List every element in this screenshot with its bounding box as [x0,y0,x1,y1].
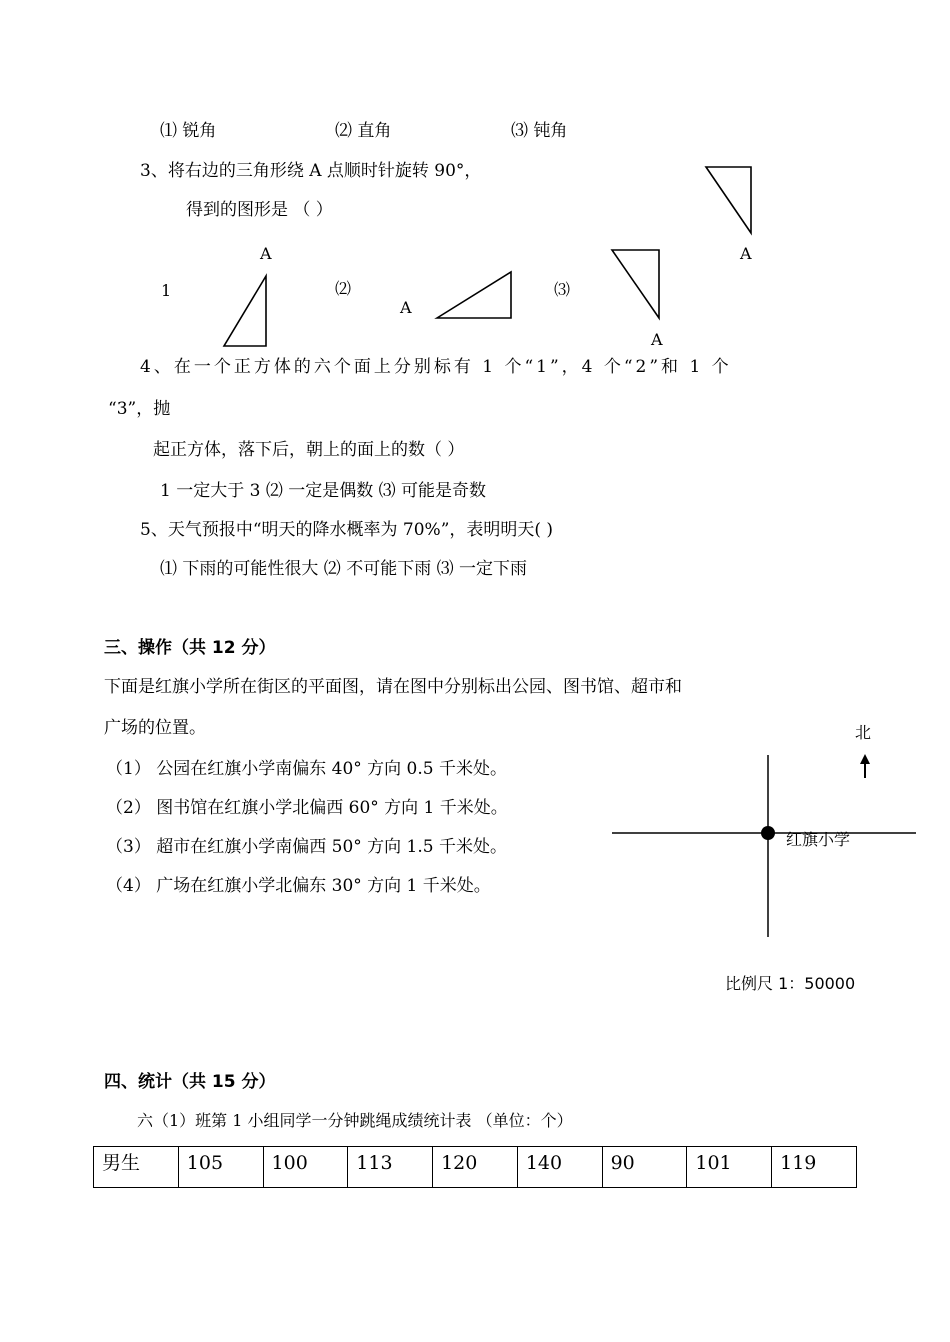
school-label: 红旗小学 [786,830,851,849]
q3-opt1-label: 1 [161,281,172,300]
option-acute-angle: ⑴ 锐角 [160,121,217,141]
q3-opt3-point-a: A [651,330,663,349]
table-cell: 119 [772,1147,857,1188]
table-cell: 120 [433,1147,518,1188]
section3-heading: 三、操作（共 12 分） [104,638,276,658]
q3-opt3-label: ⑶ [554,280,571,299]
q5-stem: 5、天气预报中“明天的降水概率为 70%”，表明明天( ) [140,520,554,540]
q3-opt2-point-a: A [400,298,412,317]
q4-options: 1 一定大于 3 ⑵ 一定是偶数 ⑶ 可能是奇数 [160,481,487,501]
table-row [94,1147,857,1188]
section3-item-park: （1） 公园在红旗小学南偏东 40° 方向 0.5 千米处。 [106,759,508,779]
q3-opt1-triangle [224,276,266,346]
table-cell: 105 [178,1147,263,1188]
north-label: 北 [855,723,872,742]
option-right-angle: ⑵ 直角 [335,121,392,141]
table-cell: 100 [263,1147,348,1188]
q3-opt2-label: ⑵ [335,279,352,298]
table-cell: 113 [348,1147,433,1188]
section3-item-library: （2） 图书馆在红旗小学北偏西 60° 方向 1 千米处。 [106,798,508,818]
section3-intro-line1: 下面是红旗小学所在街区的平面图，请在图中分别标出公园、图书馆、超市和 [104,677,682,697]
q4-stem-line2: 起正方体，落下后，朝上的面上的数（ ） [153,440,465,460]
table-cell: 90 [602,1147,687,1188]
q3-original-point-a: A [740,244,752,263]
map-scale: 比例尺 1：50000 [725,974,856,993]
section3-intro-line2: 广场的位置。 [104,718,206,738]
q3-opt1-point-a: A [260,244,272,263]
q3-stem: 3、将右边的三角形绕 A 点顺时针旋转 90°， [140,161,482,181]
school-point [761,826,775,840]
q3-original-triangle [706,167,751,233]
table-cell: 140 [517,1147,602,1188]
q4-stem-line1: 4、在一个正方体的六个面上分别标有 1 个“1”，4 个“2”和 1 个 [140,357,732,377]
q3-answer-line: 得到的图形是 （ ） [186,200,333,220]
table-cell: 101 [687,1147,772,1188]
section4-heading: 四、统计（共 15 分） [104,1072,276,1092]
table-row-label: 男生 [94,1147,179,1188]
option-obtuse-angle: ⑶ 钝角 [511,121,568,141]
section3-item-supermarket: （3） 超市在红旗小学南偏西 50° 方向 1.5 千米处。 [106,837,508,857]
table-caption: 六（1）班第 1 小组同学一分钟跳绳成绩统计表 （单位：个） [137,1111,573,1130]
q3-opt3-triangle [612,250,659,318]
q5-options: ⑴ 下雨的可能性很大 ⑵ 不可能下雨 ⑶ 一定下雨 [160,559,528,579]
section3-item-square: （4） 广场在红旗小学北偏东 30° 方向 1 千米处。 [106,876,491,896]
q3-opt2-triangle [437,272,511,318]
q4-stem-line1b: “3”，抛 [108,399,171,419]
jump-rope-table [93,1146,857,1188]
north-arrow-icon [860,754,870,764]
